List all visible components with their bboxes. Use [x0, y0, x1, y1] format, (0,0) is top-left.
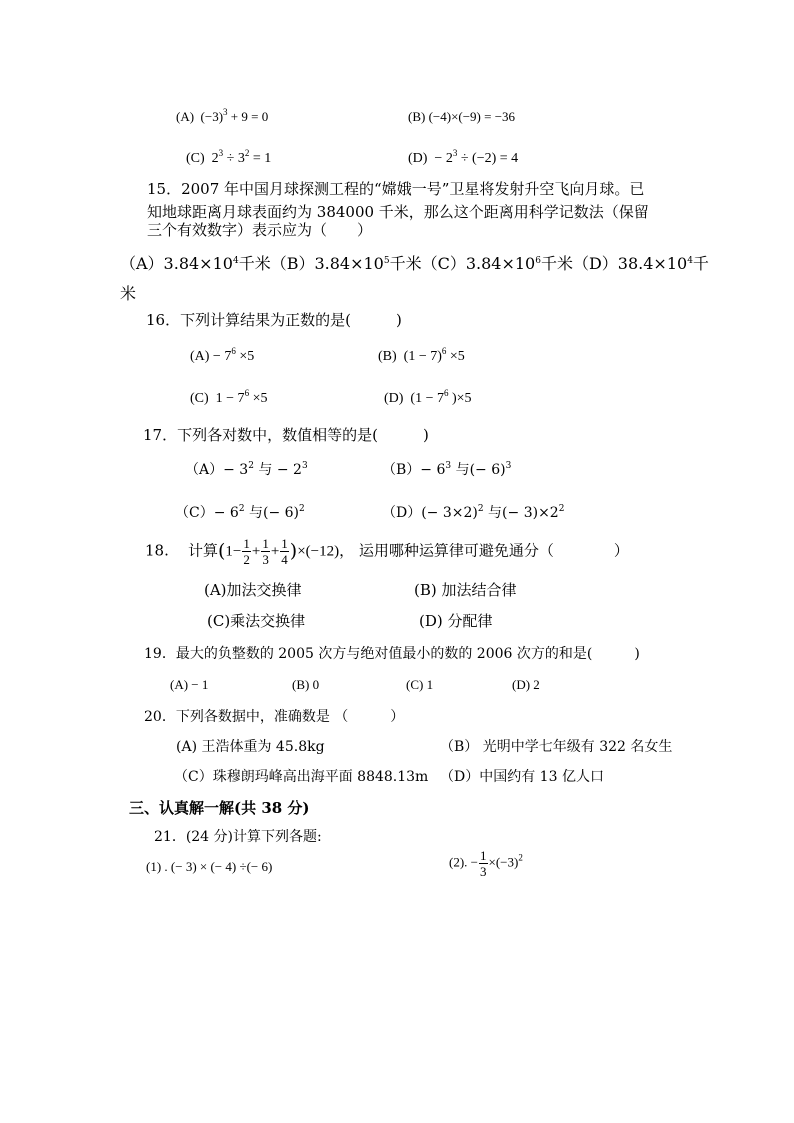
q16-option-d: (D) ($1 - 7^6$ )×5 — [384, 388, 472, 406]
q19-stem: 19．最大的负整数的 2005 次方与绝对值最小的数的 2006 次方的和是( ) — [144, 646, 640, 662]
q18-expression-tail: ×(−12)， — [297, 543, 355, 560]
section-3-heading: 三、认真解一解(共 38 分) — [129, 799, 310, 817]
q14-option-d: $(D) - 2^3 \div (-2) = 4$ — [408, 148, 519, 166]
q18-fraction-third: $\frac{1}{3}$ — [262, 536, 269, 567]
q18-stem: 18. 计算(1− $\frac{1}{2}$ + $\frac{1}{3}$ + $\frac{1}{4}$ )×(−12)， 运用哪种运算律可避免通分（ ） — [145, 536, 629, 567]
q18-stem-tail: 运用哪种运算律可避免通分（ ） — [358, 541, 629, 560]
q21-part-2-fraction: $\frac{1}{3}$ — [480, 848, 487, 879]
q16-option-a: $(A) - 7^6 \times 5$ — [190, 346, 255, 364]
q18-calc-label: 计算 — [187, 541, 218, 560]
q18-option-b: (B) 加法结合律 — [414, 581, 517, 599]
q17-option-d: $(D)(- 3\times 2)^2$ 与(− $3)\times 2^2$ — [382, 504, 565, 521]
q21-part-2-lead: (2). − — [449, 854, 478, 870]
q14-option-c: (C) $2^3 \div 3^2 = 1$ — [186, 148, 272, 166]
q20-stem: 20．下列各数据中，准确数是 （ ） — [144, 709, 405, 725]
q15-options: $(A)3.84\times 10^4$千米$(B)3.84\times 10^5$千米$(C)3.84\times 10^6$千米$(D)38.4\times 10^4$千 — [120, 254, 709, 273]
q17-option-b: $(B)- 6^3$ 与(− 6)$^3$ — [382, 461, 512, 478]
q20-option-c: （C）珠穆朗玛峰高出海平面 8848.13m — [174, 769, 429, 785]
q17-option-a: $(A)- 3^2$ 与 − $2^3$ — [185, 461, 308, 478]
q18-option-a: (A)加法交换律 — [204, 581, 302, 599]
q21-part-1: (1) . (− 3) × (− 4) ÷(− 6) — [146, 859, 273, 874]
q20-option-b: （B） 光明中学七年级有 322 名女生 — [440, 739, 673, 755]
q21-part-2: (2). − $\frac{1}{3}$ $\times(-3)^2$ — [449, 848, 523, 879]
q15-line-1: 15．2007 年中国月球探测工程的“嫦娥一号”卫星将发射升空飞向月球。已 — [147, 180, 645, 198]
q18-fraction-quarter: $\frac{1}{4}$ — [281, 536, 288, 567]
q15-line-3: 三个有效数字）表示应为（ ） — [147, 221, 373, 239]
q16-option-b: (B) $(1 - 7)^6 \times 5$ — [378, 346, 465, 364]
q18-number: 18. — [145, 541, 169, 560]
q16-stem: 16．下列计算结果为正数的是( ) — [146, 311, 402, 329]
q17-option-c: $(C)- 6^2$ 与(− 6)$^2$ — [175, 504, 305, 521]
q19-option-d: (D) 2 — [512, 677, 540, 692]
q18-option-d: (D) 分配律 — [419, 612, 493, 630]
q18-fraction-half: $\frac{1}{2}$ — [243, 536, 250, 567]
q17-stem: 17．下列各对数中，数值相等的是( ) — [143, 426, 429, 444]
q14-option-b: (B) (−4)×(−9) = −36 — [408, 109, 516, 124]
q20-option-a: (A) 王浩体重为 45.8kg — [176, 739, 325, 755]
q15-options-wrap: 米 — [120, 284, 137, 303]
q14-option-a: (A) $(-3)^3 + 9 = 0$ — [176, 107, 269, 124]
q21-stem: 21．(24 分)计算下列各题: — [154, 829, 322, 845]
q18-option-c: (C)乘法交换律 — [207, 612, 306, 630]
q19-option-b: (B) 0 — [292, 677, 320, 692]
q19-option-c: (C) 1 — [406, 677, 434, 692]
q16-option-c: (C) $1 - 7^6 \times 5$ — [190, 388, 268, 406]
q20-option-d: （D）中国约有 13 亿人口 — [440, 769, 604, 785]
q15-line-2: 知地球距离月球表面约为 384000 千米，那么这个距离用科学记数法（保留 — [147, 203, 649, 221]
q19-option-a: (A) − 1 — [170, 677, 209, 692]
